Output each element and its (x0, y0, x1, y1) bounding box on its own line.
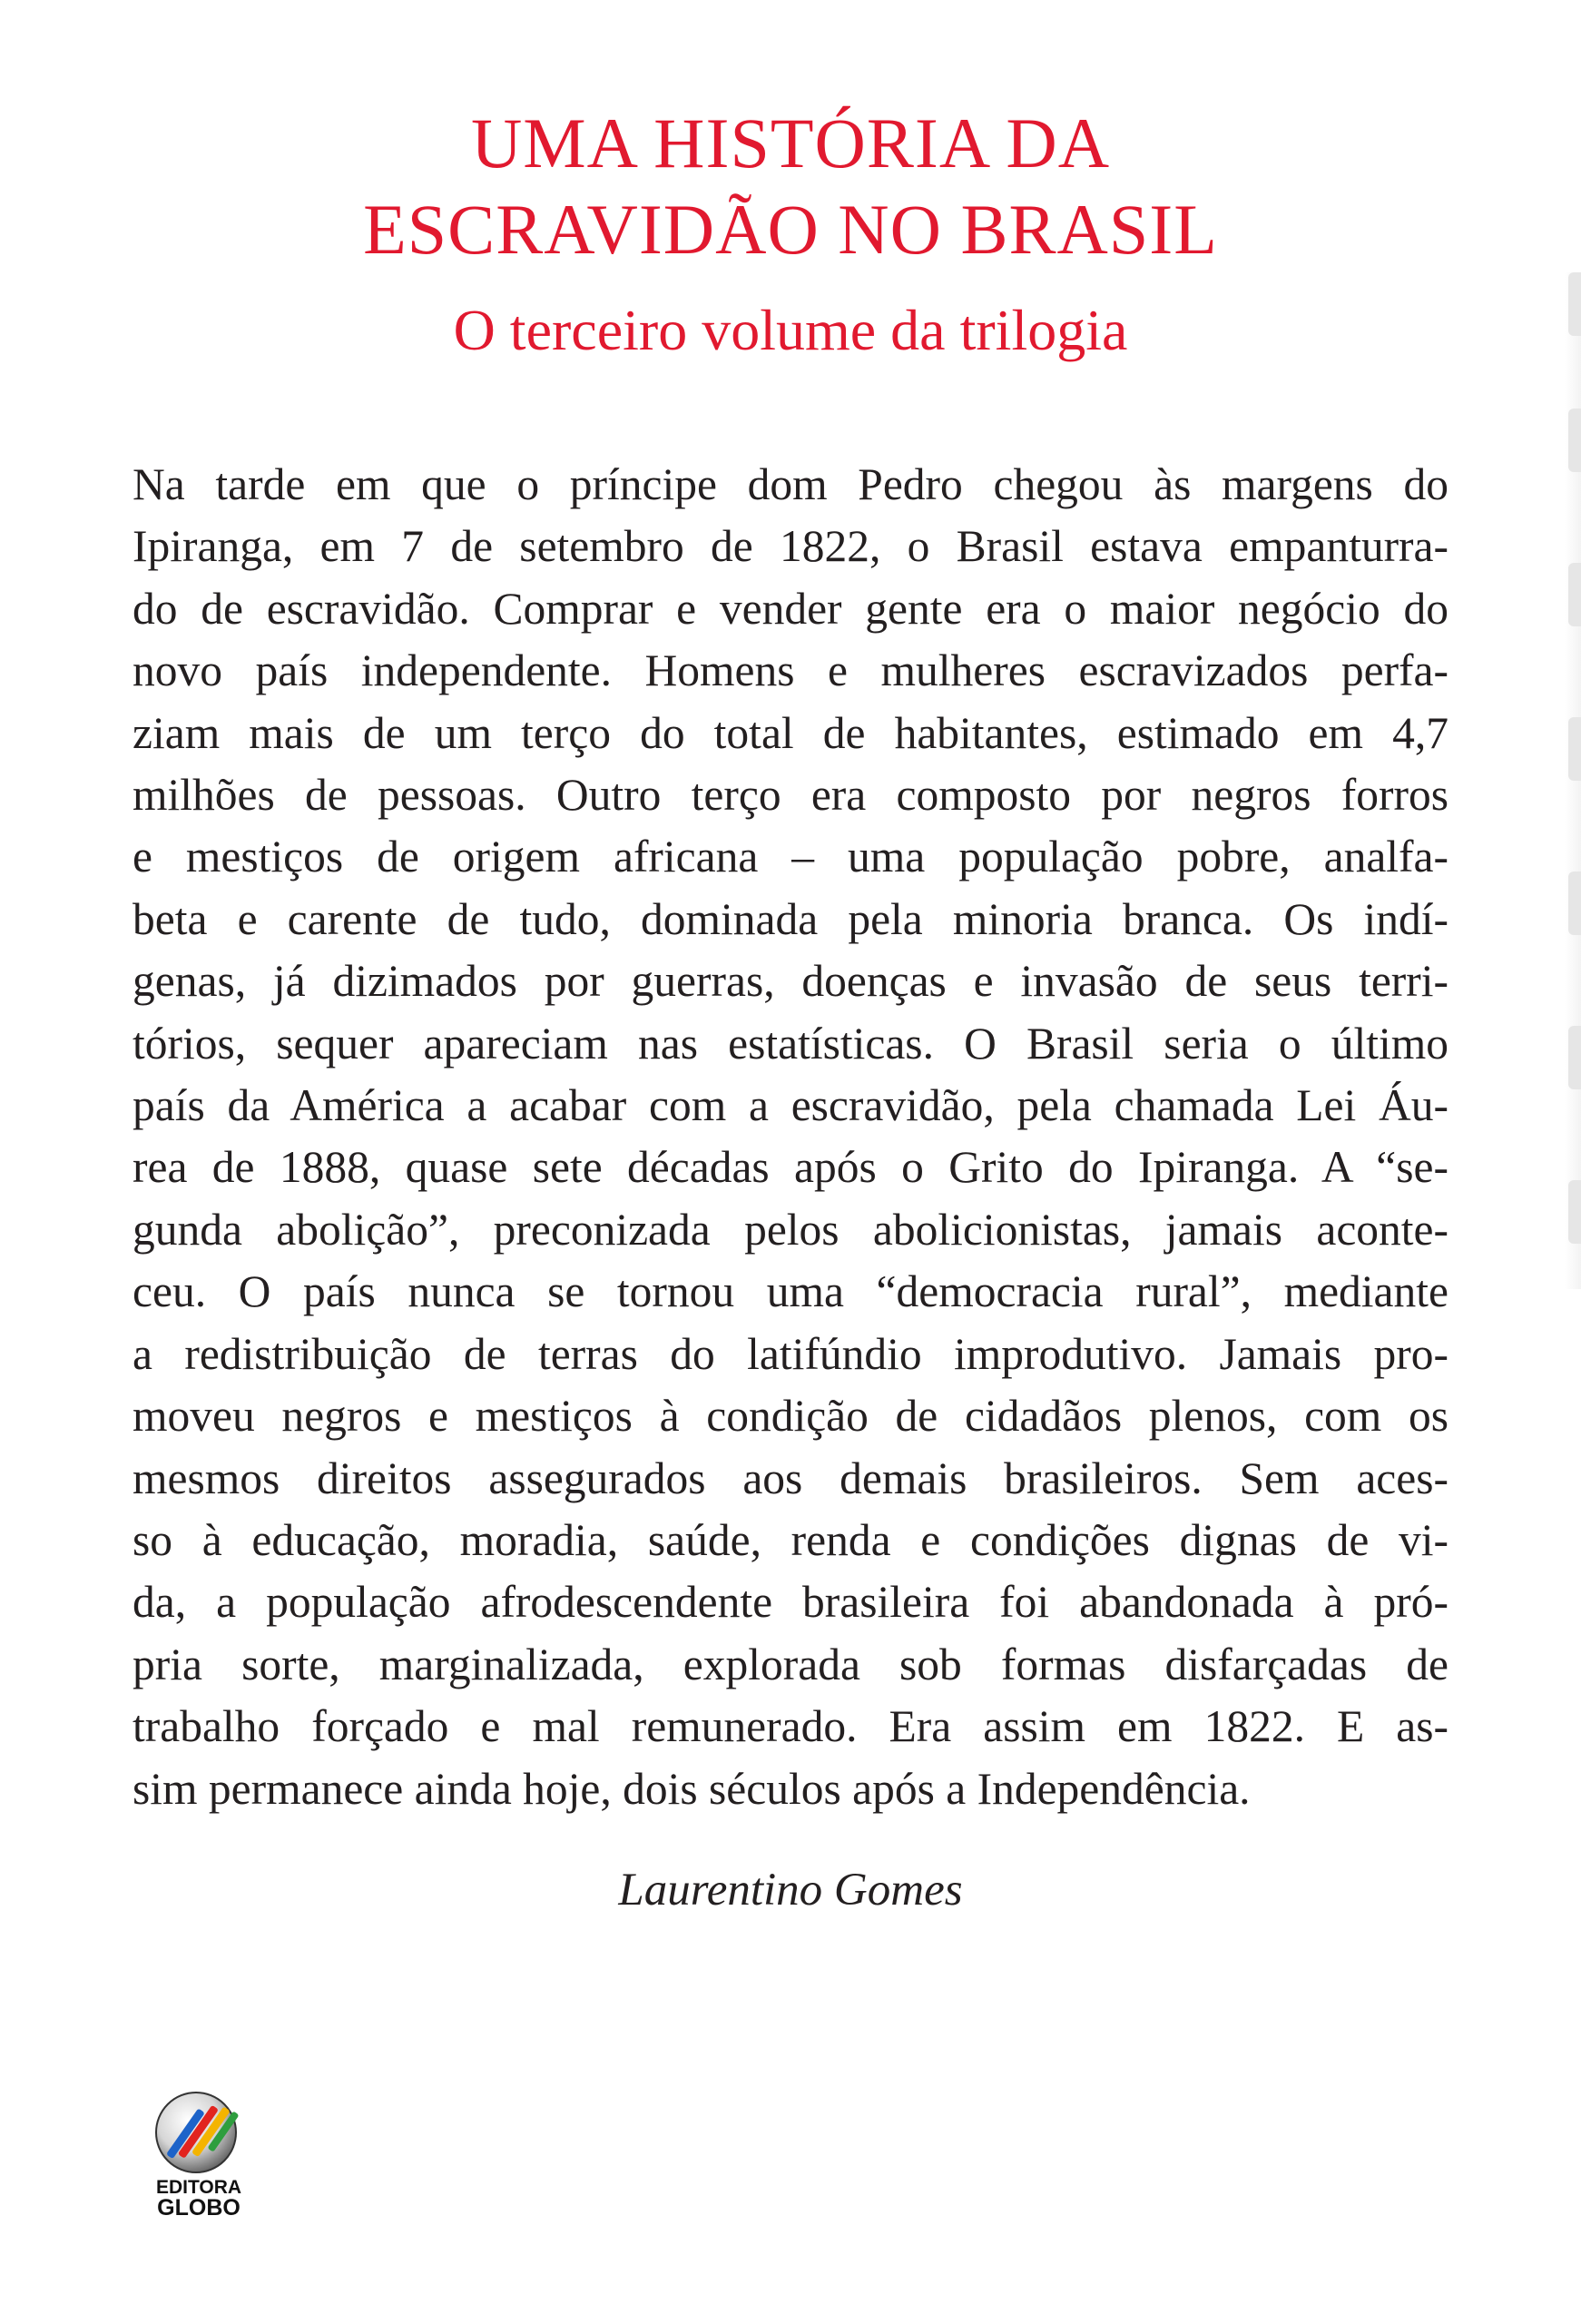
publisher-name-line1: EDITORA (155, 2177, 242, 2198)
page-edge (1565, 272, 1581, 1289)
text-line: Na tarde em que o príncipe dom Pedro chegou às margens do (133, 459, 1448, 509)
publisher-logo (149, 2083, 249, 2220)
text-line: tórios, sequer apareciam nas estatísticas. O Brasil seria o último (133, 1018, 1448, 1068)
text-line: novo país independente. Homens e mulheres escravizados perfa- (133, 645, 1448, 696)
edge-tab (1568, 872, 1581, 935)
text-line: da, a população afrodescendente brasileira foi abandonada à pró- (133, 1577, 1448, 1628)
globe-logo-icon (149, 2083, 249, 2178)
publisher-name-line2: GLOBO (157, 2195, 241, 2221)
text-line: do de escravidão. Comprar e vender gente era o maior negócio do (133, 583, 1448, 634)
author-signature: Laurentino Gomes (618, 1865, 963, 1915)
synopsis-text (133, 454, 1448, 1820)
text-line: moveu negros e mestiços à condição de cidadãos plenos, com os (133, 1391, 1448, 1442)
subtitle: O terceiro volume da trilogia (453, 298, 1128, 362)
text-line: ceu. O país nunca se tornou uma “democracia rural”, mediante (133, 1266, 1448, 1317)
text-line: gunda abolição”, preconizada pelos abolicionistas, jamais aconte- (133, 1204, 1448, 1255)
text-line: milhões de pessoas. Outro terço era composto por negros forros (133, 770, 1448, 821)
text-line: trabalho forçado e mal remunerado. Era assim em 1822. E as- (133, 1701, 1448, 1752)
text-line: so à educação, moradia, saúde, renda e condições dignas de vi- (133, 1514, 1448, 1565)
edge-tab (1568, 717, 1581, 781)
text-line: pria sorte, marginalizada, explorada sob formas disfarçadas de (133, 1639, 1448, 1689)
text-line: a redistribuição de terras do latifúndio improdutivo. Jamais pro- (133, 1328, 1448, 1379)
text-line: e mestiços de origem africana – uma população pobre, analfa- (133, 832, 1448, 882)
text-line: genas, já dizimados por guerras, doenças e invasão de seus terri- (133, 956, 1448, 1007)
text-line: sim permanece ainda hoje, dois séculos após a Independência. (133, 1763, 1251, 1814)
text-line: ziam mais de um terço do total de habitantes, estimado em 4,7 (133, 707, 1448, 758)
edge-tab (1568, 563, 1581, 626)
text-line: país da América a acabar com a escravidão, pela chamada Lei Áu- (133, 1080, 1448, 1131)
text-line: Ipiranga, em 7 de setembro de 1822, o Brasil estava empanturra- (133, 521, 1448, 572)
title-line-1: UMA HISTÓRIA DA (470, 103, 1111, 182)
title-line-2: ESCRAVIDÃO NO BRASIL (363, 190, 1218, 269)
text-line: rea de 1888, quase sete décadas após o Grito do Ipiranga. A “se- (133, 1142, 1448, 1193)
edge-tab (1568, 1026, 1581, 1089)
title-block (0, 100, 1581, 367)
edge-tab (1568, 409, 1581, 472)
text-line: beta e carente de tudo, dominada pela minoria branca. Os indí- (133, 893, 1448, 944)
edge-tab (1568, 1180, 1581, 1244)
text-line: mesmos direitos assegurados aos demais brasileiros. Sem aces- (133, 1452, 1448, 1503)
